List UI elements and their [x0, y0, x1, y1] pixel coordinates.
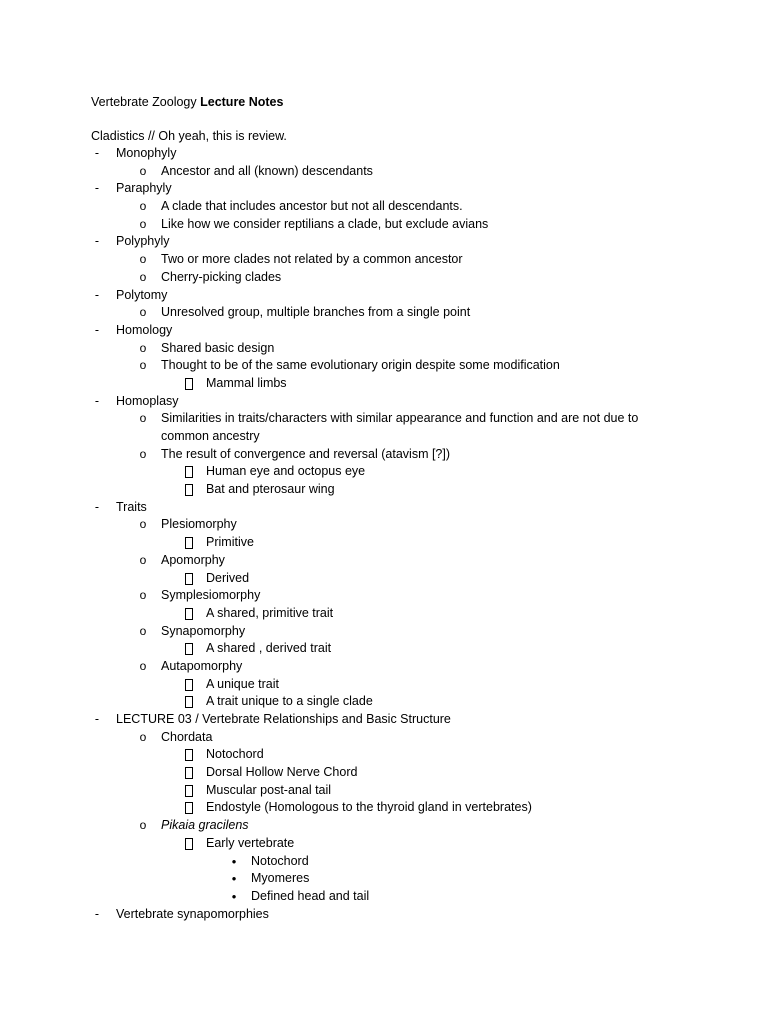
- dash-bullet-icon: -: [94, 393, 100, 408]
- list-item-text: Polyphyly: [116, 234, 170, 249]
- list-item: [0, 570, 768, 588]
- square-icon: [185, 749, 193, 761]
- list-item: [0, 322, 768, 340]
- list-item: [0, 888, 768, 906]
- square-bullet-icon: [182, 835, 196, 853]
- square-bullet-icon: [182, 640, 196, 658]
- list-item: [0, 693, 768, 711]
- list-item: [0, 180, 768, 198]
- dash-bullet-icon: -: [94, 322, 100, 337]
- outline-list: [0, 145, 768, 923]
- list-item-text: LECTURE 03 / Vertebrate Relationships and Basic Structure: [116, 712, 451, 727]
- square-icon: [185, 838, 193, 850]
- square-icon: [185, 537, 193, 549]
- square-icon: [185, 696, 193, 708]
- list-item-text: A trait unique to a single clade: [206, 694, 373, 709]
- list-item-text: Homoplasy: [116, 393, 179, 408]
- circle-bullet-icon: o: [139, 818, 147, 833]
- square-icon: [185, 608, 193, 620]
- list-item: [0, 782, 768, 800]
- list-item: [0, 676, 768, 694]
- dot-bullet-icon: •: [231, 853, 237, 869]
- square-icon: [185, 484, 193, 496]
- list-item-text: Thought to be of the same evolutionary origin despite some modification: [161, 358, 560, 373]
- list-item: [0, 287, 768, 305]
- circle-bullet-icon: o: [139, 216, 147, 231]
- section-heading: Cladistics // Oh yeah, this is review.: [91, 129, 287, 143]
- square-bullet-icon: [182, 534, 196, 552]
- circle-bullet-icon: o: [139, 552, 147, 567]
- dash-bullet-icon: -: [94, 181, 100, 196]
- list-item: [0, 463, 768, 481]
- list-item: [0, 906, 768, 924]
- list-item-text: Mammal limbs: [206, 375, 287, 390]
- list-item-text: Paraphyly: [116, 181, 172, 196]
- list-item: [0, 340, 768, 358]
- list-item: [0, 393, 768, 411]
- list-item: [0, 729, 768, 747]
- square-bullet-icon: [182, 764, 196, 782]
- square-bullet-icon: [182, 746, 196, 764]
- list-item-text: Shared basic design: [161, 340, 275, 355]
- list-item-text: Two or more clades not related by a common ancestor: [161, 252, 463, 267]
- dash-bullet-icon: -: [94, 906, 100, 921]
- circle-bullet-icon: o: [139, 446, 147, 461]
- list-item: [0, 163, 768, 181]
- list-item-text: Unresolved group, multiple branches from a single point: [161, 305, 471, 320]
- list-item-text: Synapomorphy: [161, 623, 246, 638]
- square-bullet-icon: [182, 693, 196, 711]
- circle-bullet-icon: o: [139, 588, 147, 603]
- dot-bullet-icon: •: [231, 888, 237, 904]
- square-bullet-icon: [182, 676, 196, 694]
- title-bold: Lecture Notes: [200, 95, 284, 109]
- list-item: [0, 216, 768, 234]
- list-item: [0, 658, 768, 676]
- list-item-text: Dorsal Hollow Nerve Chord: [206, 765, 358, 780]
- square-bullet-icon: [182, 570, 196, 588]
- circle-bullet-icon: o: [139, 269, 147, 284]
- list-item: [0, 446, 768, 464]
- dash-bullet-icon: -: [94, 712, 100, 727]
- dot-bullet-icon: •: [231, 871, 237, 887]
- circle-bullet-icon: o: [139, 340, 147, 355]
- list-item-text: Traits: [116, 499, 147, 514]
- list-item-text: A unique trait: [206, 676, 279, 691]
- list-item-text: A shared, primitive trait: [206, 605, 334, 620]
- square-bullet-icon: [182, 375, 196, 393]
- list-item: [0, 640, 768, 658]
- list-item-text: A shared , derived trait: [206, 641, 332, 656]
- list-item-text: The result of convergence and reversal (atavism [?]): [161, 446, 451, 461]
- square-icon: [185, 802, 193, 814]
- circle-bullet-icon: o: [139, 623, 147, 638]
- list-item: [0, 251, 768, 269]
- list-item-text: Plesiomorphy: [161, 517, 237, 532]
- list-item-text: Derived: [206, 570, 250, 585]
- list-item: [0, 623, 768, 641]
- circle-bullet-icon: o: [139, 658, 147, 673]
- list-item: [0, 375, 768, 393]
- list-item-text: Early vertebrate: [206, 835, 295, 850]
- square-icon: [185, 573, 193, 585]
- list-item: [0, 304, 768, 322]
- list-item-text: Apomorphy: [161, 552, 225, 567]
- square-icon: [185, 785, 193, 797]
- list-item-text: Notochord: [251, 853, 309, 868]
- dash-bullet-icon: -: [94, 234, 100, 249]
- list-item-text: Bat and pterosaur wing: [206, 482, 335, 497]
- list-item-text: Pikaia gracilens: [161, 818, 249, 833]
- square-bullet-icon: [182, 799, 196, 817]
- list-item-text: Defined head and tail: [251, 888, 370, 903]
- list-item: [0, 605, 768, 623]
- square-bullet-icon: [182, 463, 196, 481]
- list-item-text: Polytomy: [116, 287, 168, 302]
- circle-bullet-icon: o: [139, 305, 147, 320]
- list-item: [0, 516, 768, 534]
- square-bullet-icon: [182, 605, 196, 623]
- list-item: [0, 835, 768, 853]
- list-item-text: Human eye and octopus eye: [206, 464, 366, 479]
- list-item: [0, 534, 768, 552]
- list-item-text: Cherry-picking clades: [161, 269, 282, 284]
- circle-bullet-icon: o: [139, 163, 147, 178]
- list-item-text: Like how we consider reptilians a clade, but exclude avians: [161, 216, 489, 231]
- list-item: [0, 481, 768, 499]
- circle-bullet-icon: o: [139, 199, 147, 214]
- square-icon: [185, 679, 193, 691]
- list-item-text: Endostyle (Homologous to the thyroid gland in vertebrates): [206, 800, 532, 815]
- list-item: [0, 145, 768, 163]
- list-item-text: Primitive: [206, 535, 254, 550]
- circle-bullet-icon: o: [139, 411, 147, 426]
- list-item: [0, 853, 768, 871]
- list-item-text: Vertebrate synapomorphies: [116, 906, 269, 921]
- list-item: [0, 198, 768, 216]
- list-item-text: Homology: [116, 322, 173, 337]
- circle-bullet-icon: o: [139, 358, 147, 373]
- circle-bullet-icon: o: [139, 517, 147, 532]
- circle-bullet-icon: o: [139, 252, 147, 267]
- list-item: [0, 410, 768, 445]
- list-item-text: Notochord: [206, 747, 264, 762]
- list-item: [0, 357, 768, 375]
- list-item-text: Muscular post-anal tail: [206, 782, 332, 797]
- list-item-text: A clade that includes ancestor but not all descendants.: [161, 199, 463, 214]
- list-item: [0, 233, 768, 251]
- list-item-text: Monophyly: [116, 146, 177, 160]
- list-item-text: Symplesiomorphy: [161, 588, 261, 603]
- dash-bullet-icon: -: [94, 499, 100, 514]
- square-bullet-icon: [182, 782, 196, 800]
- list-item: [0, 817, 768, 835]
- square-icon: [185, 466, 193, 478]
- list-item: [0, 764, 768, 782]
- list-item-text: Autapomorphy: [161, 658, 243, 673]
- square-icon: [185, 643, 193, 655]
- list-item: [0, 711, 768, 729]
- dash-bullet-icon: -: [94, 146, 100, 160]
- list-item: [0, 799, 768, 817]
- list-item: [0, 552, 768, 570]
- list-item-text: Similarities in traits/characters with similar appearance and function and are not due to common ancestry: [161, 411, 639, 444]
- list-item-text: Ancestor and all (known) descendants: [161, 163, 373, 178]
- circle-bullet-icon: o: [139, 729, 147, 744]
- list-item: [0, 269, 768, 287]
- list-item-text: Myomeres: [251, 871, 310, 886]
- list-item: [0, 746, 768, 764]
- square-icon: [185, 767, 193, 779]
- square-bullet-icon: [182, 481, 196, 499]
- list-item-text: Chordata: [161, 729, 213, 744]
- list-item: [0, 499, 768, 517]
- list-item: [0, 870, 768, 888]
- document-title: [91, 94, 283, 110]
- dash-bullet-icon: -: [94, 287, 100, 302]
- title-regular: Vertebrate Zoology: [91, 95, 197, 109]
- list-item: [0, 587, 768, 605]
- square-icon: [185, 378, 193, 390]
